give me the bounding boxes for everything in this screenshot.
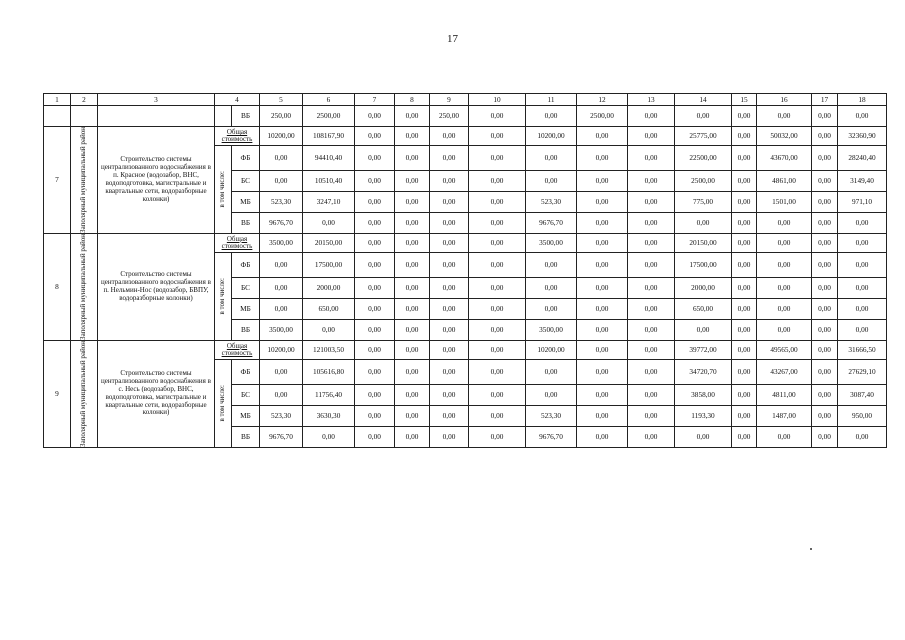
value-cell: 0,00 [395, 405, 430, 426]
value-cell: 0,00 [469, 405, 526, 426]
value-cell: 108167,90 [303, 127, 355, 146]
value-cell: 0,00 [430, 212, 469, 233]
value-cell: 0,00 [260, 146, 303, 171]
value-cell: 0,00 [838, 212, 887, 233]
value-cell: 0,00 [577, 359, 628, 384]
table-row [44, 127, 887, 146]
value-cell: 250,00 [260, 106, 303, 127]
value-cell: 0,00 [469, 359, 526, 384]
value-cell: 0,00 [577, 191, 628, 212]
value-cell: 0,00 [469, 340, 526, 359]
value-cell: 0,00 [526, 384, 577, 405]
value-cell: 0,00 [577, 170, 628, 191]
value-cell: 0,00 [395, 319, 430, 340]
value-cell: 3500,00 [260, 319, 303, 340]
source-type-cell: БС [232, 384, 260, 405]
value-cell: 0,00 [732, 340, 757, 359]
value-cell: 0,00 [577, 405, 628, 426]
value-cell: 3247,10 [303, 191, 355, 212]
value-cell: 0,00 [260, 359, 303, 384]
value-cell: 0,00 [526, 359, 577, 384]
value-cell: 0,00 [577, 319, 628, 340]
value-cell: 0,00 [355, 170, 395, 191]
header-cell: 16 [757, 94, 812, 106]
value-cell: 0,00 [838, 277, 887, 298]
value-cell: 0,00 [812, 426, 838, 447]
value-cell: 43670,00 [757, 146, 812, 171]
table-row [44, 233, 887, 252]
value-cell: 22500,00 [675, 146, 732, 171]
header-cell: 1 [44, 94, 71, 106]
district-cell [71, 127, 98, 234]
value-cell: 0,00 [469, 277, 526, 298]
table-row [44, 106, 887, 127]
total-label: Общая стоимость [221, 234, 253, 250]
header-cell: 6 [303, 94, 355, 106]
value-cell: 0,00 [838, 298, 887, 319]
value-cell: 0,00 [812, 359, 838, 384]
value-cell: 523,30 [526, 191, 577, 212]
value-cell: 0,00 [812, 277, 838, 298]
value-cell: 0,00 [628, 127, 675, 146]
value-cell: 650,00 [303, 298, 355, 319]
value-cell: 0,00 [355, 405, 395, 426]
value-cell: 0,00 [757, 252, 812, 277]
total-label-cell [215, 340, 260, 359]
value-cell: 0,00 [732, 233, 757, 252]
value-cell: 0,00 [430, 146, 469, 171]
value-cell: 0,00 [303, 426, 355, 447]
value-cell: 0,00 [395, 233, 430, 252]
value-cell: 0,00 [628, 277, 675, 298]
value-cell: 0,00 [355, 252, 395, 277]
value-cell: 10200,00 [526, 340, 577, 359]
value-cell: 0,00 [430, 359, 469, 384]
value-cell: 0,00 [628, 426, 675, 447]
header-cell: 9 [430, 94, 469, 106]
value-cell: 0,00 [732, 106, 757, 127]
value-cell: 0,00 [732, 277, 757, 298]
value-cell: 0,00 [577, 298, 628, 319]
value-cell: 0,00 [430, 319, 469, 340]
table-row [44, 340, 887, 359]
value-cell: 0,00 [577, 340, 628, 359]
value-cell: 0,00 [577, 127, 628, 146]
value-cell: 0,00 [628, 384, 675, 405]
value-cell: 0,00 [469, 127, 526, 146]
value-cell: 0,00 [732, 298, 757, 319]
value-cell: 0,00 [395, 146, 430, 171]
value-cell: 523,30 [526, 405, 577, 426]
value-cell: 0,00 [812, 384, 838, 405]
value-cell: 0,00 [732, 212, 757, 233]
value-cell: 0,00 [395, 252, 430, 277]
value-cell: 0,00 [526, 170, 577, 191]
value-cell: 0,00 [469, 212, 526, 233]
subcategory-label: в том числе: [218, 278, 227, 315]
value-cell: 0,00 [355, 298, 395, 319]
header-cell: 3 [98, 94, 215, 106]
value-cell: 0,00 [732, 127, 757, 146]
header-cell: 17 [812, 94, 838, 106]
value-cell: 0,00 [628, 298, 675, 319]
source-type-cell: ФБ [232, 359, 260, 384]
value-cell: 0,00 [628, 405, 675, 426]
source-type-cell: ВБ [232, 106, 260, 127]
subcategory-label-cell [215, 359, 232, 447]
value-cell: 9676,70 [260, 426, 303, 447]
value-cell: 1487,00 [757, 405, 812, 426]
value-cell: 0,00 [526, 146, 577, 171]
value-cell: 0,00 [469, 170, 526, 191]
value-cell: 0,00 [757, 233, 812, 252]
value-cell: 0,00 [430, 340, 469, 359]
value-cell: 0,00 [628, 146, 675, 171]
value-cell: 17500,00 [675, 252, 732, 277]
value-cell: 0,00 [469, 384, 526, 405]
value-cell: 3500,00 [526, 233, 577, 252]
district-label: Заполярный муниципальный район [79, 233, 88, 340]
header-cell: 7 [355, 94, 395, 106]
source-type-cell: ВБ [232, 212, 260, 233]
value-cell: 0,00 [395, 298, 430, 319]
value-cell: 0,00 [430, 277, 469, 298]
value-cell: 0,00 [469, 191, 526, 212]
value-cell: 1193,30 [675, 405, 732, 426]
object-name-cell: Строительство системы централизованного водоснабжения в п. Красное (водозабор, ВНС, водоподготовка, магистральные и квартальные сети, водоразборные колонки) [98, 127, 215, 234]
row-number-cell: 8 [44, 233, 71, 340]
row-number-cell: 7 [44, 127, 71, 234]
value-cell: 3858,00 [675, 384, 732, 405]
value-cell: 0,00 [675, 319, 732, 340]
source-type-cell: МБ [232, 405, 260, 426]
value-cell: 0,00 [469, 252, 526, 277]
value-cell: 0,00 [757, 106, 812, 127]
subcategory-label: в том числе: [218, 171, 227, 208]
object-name-cell: Строительство системы централизованного водоснабжения в с. Несь (водозабор, ВНС, водоподготовка, магистральные и квартальные сети, водоразборные колонки) [98, 340, 215, 447]
value-cell: 0,00 [628, 252, 675, 277]
value-cell: 0,00 [430, 405, 469, 426]
value-cell: 0,00 [812, 146, 838, 171]
value-cell: 20150,00 [675, 233, 732, 252]
stray-dot [810, 548, 812, 550]
value-cell: 0,00 [355, 146, 395, 171]
value-cell: 0,00 [577, 233, 628, 252]
value-cell: 0,00 [526, 277, 577, 298]
value-cell: 0,00 [430, 191, 469, 212]
subcategory-label-cell [215, 146, 232, 234]
value-cell: 0,00 [628, 212, 675, 233]
value-cell: 0,00 [395, 191, 430, 212]
district-label: Заполярный муниципальный район [79, 340, 88, 447]
source-type-cell: МБ [232, 298, 260, 319]
value-cell: 0,00 [303, 212, 355, 233]
value-cell: 0,00 [757, 212, 812, 233]
value-cell: 0,00 [395, 384, 430, 405]
value-cell: 0,00 [469, 233, 526, 252]
source-type-cell: БС [232, 170, 260, 191]
value-cell: 0,00 [430, 298, 469, 319]
value-cell: 0,00 [812, 405, 838, 426]
table-header-row [44, 94, 887, 106]
value-cell: 0,00 [355, 384, 395, 405]
value-cell: 10510,40 [303, 170, 355, 191]
value-cell: 0,00 [355, 319, 395, 340]
value-cell: 10200,00 [260, 127, 303, 146]
value-cell: 0,00 [395, 127, 430, 146]
value-cell: 0,00 [355, 233, 395, 252]
header-cell: 12 [577, 94, 628, 106]
value-cell: 2500,00 [303, 106, 355, 127]
value-cell: 39772,00 [675, 340, 732, 359]
value-cell: 0,00 [355, 340, 395, 359]
value-cell: 0,00 [577, 252, 628, 277]
value-cell: 3500,00 [260, 233, 303, 252]
value-cell: 0,00 [628, 319, 675, 340]
value-cell: 0,00 [355, 212, 395, 233]
value-cell: 523,30 [260, 191, 303, 212]
value-cell: 17500,00 [303, 252, 355, 277]
empty-cell [44, 106, 71, 127]
source-type-cell: ВБ [232, 319, 260, 340]
row-number-cell: 9 [44, 340, 71, 447]
value-cell: 950,00 [838, 405, 887, 426]
value-cell: 0,00 [577, 426, 628, 447]
value-cell: 0,00 [812, 252, 838, 277]
value-cell: 0,00 [430, 233, 469, 252]
district-cell [71, 233, 98, 340]
value-cell: 0,00 [675, 426, 732, 447]
value-cell: 10200,00 [526, 127, 577, 146]
source-type-cell: МБ [232, 191, 260, 212]
value-cell: 0,00 [355, 191, 395, 212]
value-cell: 32360,90 [838, 127, 887, 146]
value-cell: 94410,40 [303, 146, 355, 171]
value-cell: 0,00 [469, 426, 526, 447]
value-cell: 0,00 [757, 426, 812, 447]
value-cell: 0,00 [355, 106, 395, 127]
empty-cell [71, 106, 98, 127]
value-cell: 0,00 [838, 252, 887, 277]
header-cell: 18 [838, 94, 887, 106]
source-type-cell: БС [232, 277, 260, 298]
page-number: 17 [447, 33, 458, 45]
value-cell: 0,00 [526, 252, 577, 277]
value-cell: 0,00 [812, 340, 838, 359]
total-label-cell [215, 127, 260, 146]
empty-cell [215, 106, 232, 127]
value-cell: 0,00 [812, 233, 838, 252]
header-cell: 14 [675, 94, 732, 106]
value-cell: 0,00 [732, 384, 757, 405]
value-cell: 11756,40 [303, 384, 355, 405]
value-cell: 0,00 [395, 359, 430, 384]
value-cell: 0,00 [732, 319, 757, 340]
value-cell: 4861,00 [757, 170, 812, 191]
value-cell: 9676,70 [260, 212, 303, 233]
value-cell: 0,00 [395, 170, 430, 191]
source-type-cell: ФБ [232, 146, 260, 171]
value-cell: 0,00 [395, 340, 430, 359]
value-cell: 0,00 [260, 277, 303, 298]
value-cell: 50032,00 [757, 127, 812, 146]
value-cell: 28240,40 [838, 146, 887, 171]
header-cell: 5 [260, 94, 303, 106]
value-cell: 0,00 [260, 384, 303, 405]
value-cell: 0,00 [812, 170, 838, 191]
value-cell: 0,00 [430, 426, 469, 447]
value-cell: 10200,00 [260, 340, 303, 359]
value-cell: 0,00 [469, 298, 526, 319]
empty-cell [98, 106, 215, 127]
value-cell: 43267,00 [757, 359, 812, 384]
value-cell: 0,00 [757, 277, 812, 298]
value-cell: 121003,50 [303, 340, 355, 359]
value-cell: 0,00 [469, 319, 526, 340]
source-type-cell: ВБ [232, 426, 260, 447]
value-cell: 775,00 [675, 191, 732, 212]
value-cell: 0,00 [430, 252, 469, 277]
value-cell: 0,00 [577, 384, 628, 405]
value-cell: 0,00 [628, 233, 675, 252]
value-cell: 0,00 [812, 298, 838, 319]
value-cell: 0,00 [757, 298, 812, 319]
value-cell: 0,00 [732, 191, 757, 212]
value-cell: 3630,30 [303, 405, 355, 426]
value-cell: 2000,00 [675, 277, 732, 298]
value-cell: 0,00 [628, 191, 675, 212]
value-cell: 4811,00 [757, 384, 812, 405]
value-cell: 0,00 [430, 170, 469, 191]
value-cell: 2000,00 [303, 277, 355, 298]
total-label: Общая стоимость [221, 128, 253, 143]
header-cell: 2 [71, 94, 98, 106]
value-cell: 0,00 [812, 106, 838, 127]
value-cell: 9676,70 [526, 426, 577, 447]
district-label: Заполярный муниципальный район [79, 127, 88, 233]
value-cell: 0,00 [260, 298, 303, 319]
value-cell: 0,00 [732, 359, 757, 384]
header-cell: 13 [628, 94, 675, 106]
value-cell: 0,00 [732, 405, 757, 426]
value-cell: 523,30 [260, 405, 303, 426]
header-cell: 15 [732, 94, 757, 106]
value-cell: 0,00 [732, 252, 757, 277]
value-cell: 0,00 [675, 212, 732, 233]
value-cell: 0,00 [838, 106, 887, 127]
value-cell: 49565,00 [757, 340, 812, 359]
total-label-cell [215, 233, 260, 252]
value-cell: 105616,80 [303, 359, 355, 384]
value-cell: 0,00 [526, 106, 577, 127]
value-cell: 250,00 [430, 106, 469, 127]
value-cell: 25775,00 [675, 127, 732, 146]
value-cell: 3149,40 [838, 170, 887, 191]
value-cell: 0,00 [260, 170, 303, 191]
value-cell: 0,00 [675, 106, 732, 127]
object-name-cell: Строительство системы централизованного водоснабжения в п. Нельмин-Нос (водозабор, БВПУ, водоразборные колонки) [98, 233, 215, 340]
value-cell: 0,00 [628, 106, 675, 127]
value-cell: 0,00 [526, 298, 577, 319]
value-cell: 0,00 [355, 127, 395, 146]
source-type-cell: ФБ [232, 252, 260, 277]
value-cell: 31666,50 [838, 340, 887, 359]
value-cell: 0,00 [355, 277, 395, 298]
value-cell: 9676,70 [526, 212, 577, 233]
header-cell: 8 [395, 94, 430, 106]
value-cell: 0,00 [812, 191, 838, 212]
financing-table [43, 93, 887, 448]
value-cell: 0,00 [577, 146, 628, 171]
value-cell: 0,00 [812, 212, 838, 233]
value-cell: 0,00 [355, 359, 395, 384]
district-cell [71, 340, 98, 447]
value-cell: 0,00 [260, 252, 303, 277]
value-cell: 0,00 [395, 277, 430, 298]
value-cell: 0,00 [430, 127, 469, 146]
value-cell: 0,00 [812, 127, 838, 146]
value-cell: 0,00 [469, 106, 526, 127]
header-cell: 10 [469, 94, 526, 106]
value-cell: 0,00 [812, 319, 838, 340]
value-cell: 0,00 [395, 426, 430, 447]
value-cell: 1501,00 [757, 191, 812, 212]
value-cell: 0,00 [838, 319, 887, 340]
total-label: Общая стоимость [221, 341, 253, 357]
header-cell: 4 [215, 94, 260, 106]
value-cell: 0,00 [577, 212, 628, 233]
value-cell: 2500,00 [675, 170, 732, 191]
value-cell: 0,00 [628, 340, 675, 359]
value-cell: 650,00 [675, 298, 732, 319]
value-cell: 0,00 [628, 170, 675, 191]
value-cell: 0,00 [430, 384, 469, 405]
value-cell: 0,00 [732, 146, 757, 171]
subcategory-label: в том числе: [218, 385, 227, 422]
value-cell: 0,00 [469, 146, 526, 171]
subcategory-label-cell [215, 252, 232, 340]
value-cell: 0,00 [732, 426, 757, 447]
value-cell: 0,00 [732, 170, 757, 191]
value-cell: 20150,00 [303, 233, 355, 252]
value-cell: 0,00 [628, 359, 675, 384]
value-cell: 0,00 [395, 106, 430, 127]
header-cell: 11 [526, 94, 577, 106]
value-cell: 0,00 [577, 277, 628, 298]
value-cell: 2500,00 [577, 106, 628, 127]
value-cell: 34720,70 [675, 359, 732, 384]
value-cell: 971,10 [838, 191, 887, 212]
value-cell: 3500,00 [526, 319, 577, 340]
value-cell: 27629,10 [838, 359, 887, 384]
value-cell: 0,00 [757, 319, 812, 340]
value-cell: 0,00 [303, 319, 355, 340]
value-cell: 0,00 [838, 233, 887, 252]
value-cell: 0,00 [355, 426, 395, 447]
value-cell: 0,00 [838, 426, 887, 447]
value-cell: 3087,40 [838, 384, 887, 405]
value-cell: 0,00 [395, 212, 430, 233]
